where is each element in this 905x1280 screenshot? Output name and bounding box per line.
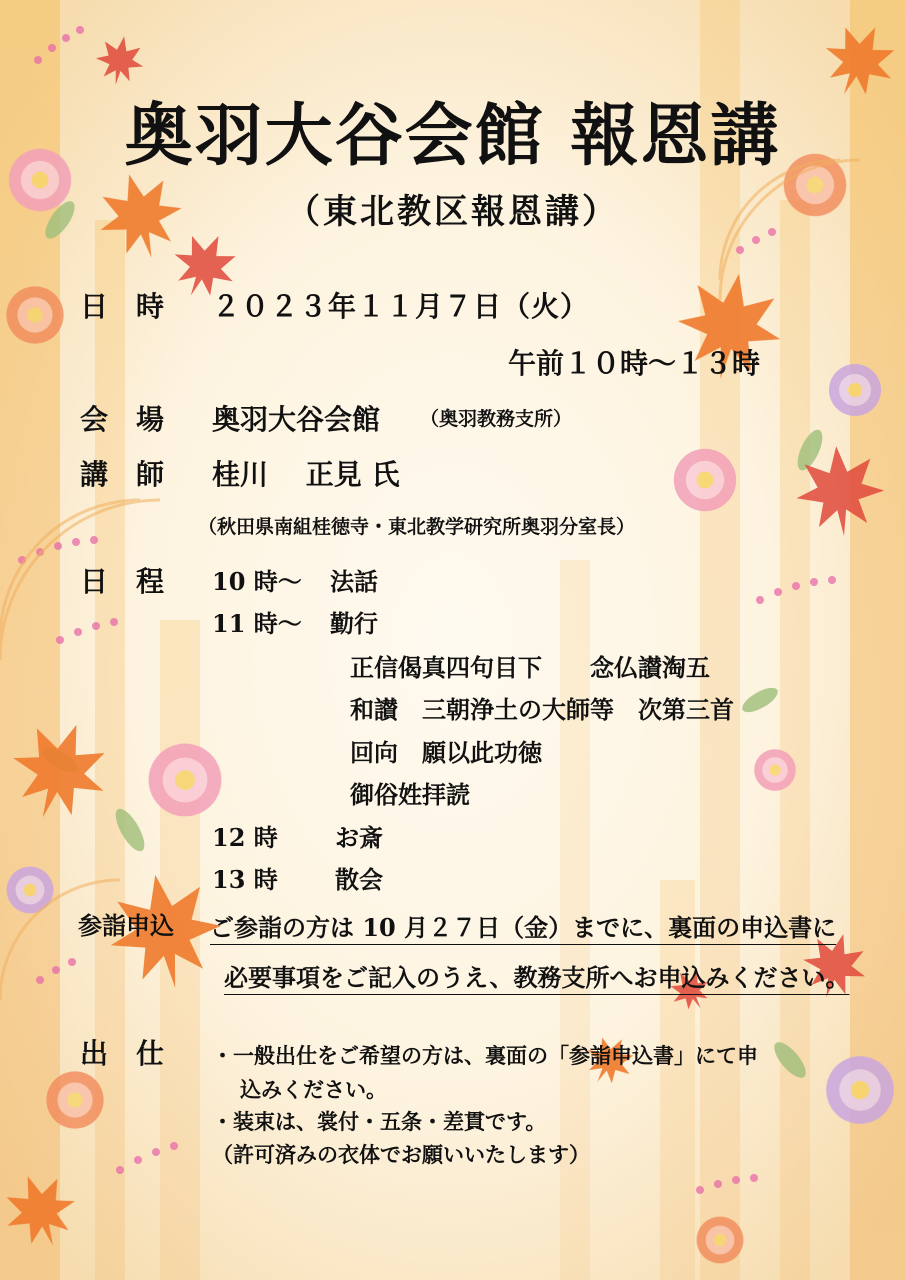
- schedule-time-3: 12 時: [212, 823, 278, 852]
- page-subtitle: （東北教区報恩講）: [286, 192, 619, 232]
- schedule-event-1: 法話: [330, 567, 378, 596]
- lecturer-name: 桂川 正見 氏: [212, 458, 400, 491]
- registration-label: 参詣申込: [78, 911, 174, 940]
- page-title: 奥羽大谷会館 報恩講: [124, 96, 781, 176]
- service-detail-4: 御俗姓拝読: [350, 780, 470, 809]
- lecturer-affiliation: （秋田県南組桂徳寺・東北教学研究所奥羽分室長）: [198, 516, 636, 538]
- schedule-time-1: 10 時～: [212, 567, 302, 596]
- service-detail-2: 和讃 三朝浄土の大師等 次第三首: [350, 695, 734, 724]
- schedule-time-2: 11 時～: [212, 609, 302, 638]
- venue-label: 会 場: [80, 403, 165, 436]
- attendance-line-1: ・一般出仕をご希望の方は、裏面の「参詣申込書」にて申: [212, 1043, 758, 1068]
- schedule-event-2: 勤行: [330, 609, 378, 638]
- schedule-time-4: 13 時: [212, 865, 278, 894]
- venue-name: 奥羽大谷会館: [212, 403, 381, 436]
- lecturer-label: 講 師: [80, 458, 165, 491]
- attendance-line-4: （許可済みの衣体でお願いいたします）: [212, 1142, 590, 1167]
- attendance-label: 出 仕: [80, 1037, 165, 1070]
- registration-line-2: 必要事項をご記入のうえ、教務支所へお申込みください。: [224, 963, 850, 992]
- service-detail-1: 正信偈真四句目下 念仏讃淘五: [350, 653, 710, 682]
- attendance-line-3: ・装束は、裳付・五条・差貫です。: [212, 1109, 547, 1134]
- attendance-line-2: 込みください。: [240, 1077, 387, 1102]
- event-time: 午前１０時～１３時: [508, 347, 761, 380]
- datetime-label: 日 時: [80, 290, 165, 323]
- venue-note: （奥羽教務支所）: [420, 408, 573, 430]
- schedule-label: 日 程: [80, 565, 165, 598]
- event-date: ２０２３年１１月７日（火）: [212, 290, 590, 323]
- service-detail-3: 回向 願以此功徳: [350, 738, 542, 767]
- schedule-event-4: 散会: [335, 865, 383, 894]
- registration-line-1: ご参詣の方は 10 月２７日（金）までに、裏面の申込書に: [210, 913, 837, 942]
- schedule-event-3: お斎: [335, 823, 383, 852]
